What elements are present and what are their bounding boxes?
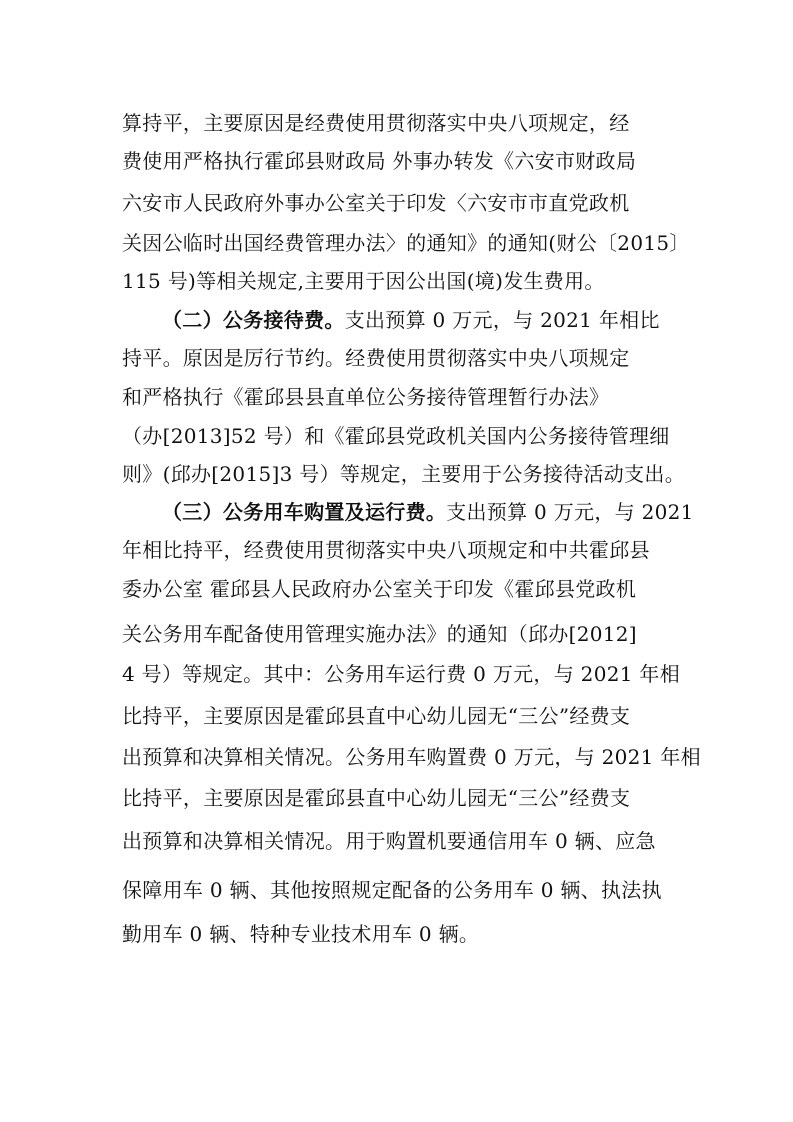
body-text-line: 委办公室 霍邱县人民政府办公室关于印发《霍邱县党政机 [122, 577, 637, 601]
body-text-line: 年相比持平，经费使用贯彻落实中央八项规定和中共霍邱县 [122, 538, 650, 562]
section-2-heading: （二）公务接待费。 [162, 308, 345, 332]
body-text-line: 算持平，主要原因是经费使用贯彻落实中央八项规定，经 [122, 111, 630, 135]
section-3-heading: （三）公务用车购置及运行费。 [162, 500, 447, 524]
body-text-line: 保障用车 0 辆、其他按照规定配备的公务用车 0 辆、执法执 [122, 878, 662, 902]
body-text-line: 持平。原因是厉行节约。经费使用贯彻落实中央八项规定 [122, 346, 630, 370]
body-text-line: 费使用严格执行霍邱县财政局 外事办转发《六安市财政局 [122, 149, 637, 173]
section-2-first-line [162, 307, 660, 333]
body-text-line: 关因公临时出国经费管理办法〉的通知》的通知(财公〔2015〕 [122, 231, 690, 255]
body-text-line: （办[2013]52 号）和《霍邱县党政机关国内公务接待管理细 [122, 424, 670, 448]
body-text-line: 4 号）等规定。其中：公务用车运行费 0 万元，与 2021 年相 [122, 662, 681, 686]
section-2-text: 支出预算 0 万元，与 2021 年相比 [344, 308, 660, 332]
body-text-line: 115 号)等相关规定,主要用于因公出国(境)发生费用。 [122, 269, 605, 293]
body-text-line: 比持平，主要原因是霍邱县直中心幼儿园无“三公”经费支 [122, 786, 631, 810]
body-text-line: 出预算和决算相关情况。用于购置机要通信用车 0 辆、应急 [122, 829, 656, 853]
body-text-line: 关公务用车配备使用管理实施办法》的通知（邱办[2012] [122, 622, 637, 646]
body-text-line: 六安市人民政府外事办公室关于印发〈六安市市直党政机 [122, 191, 630, 215]
section-3-text: 支出预算 0 万元，与 2021 [446, 500, 694, 524]
body-text-line: 出预算和决算相关情况。公务用车购置费 0 万元，与 2021 年相 [122, 745, 701, 769]
body-text-line: 勤用车 0 辆、特种专业技术用车 0 辆。 [122, 922, 480, 946]
body-text-line: 则》(邱办[2015]3 号）等规定，主要用于公务接待活动支出。 [122, 462, 685, 486]
body-text-line: 比持平，主要原因是霍邱县直中心幼儿园无“三公”经费支 [122, 704, 631, 728]
section-3-first-line [162, 499, 694, 525]
body-text-line: 和严格执行《霍邱县县直单位公务接待管理暂行办法》 [122, 385, 610, 409]
